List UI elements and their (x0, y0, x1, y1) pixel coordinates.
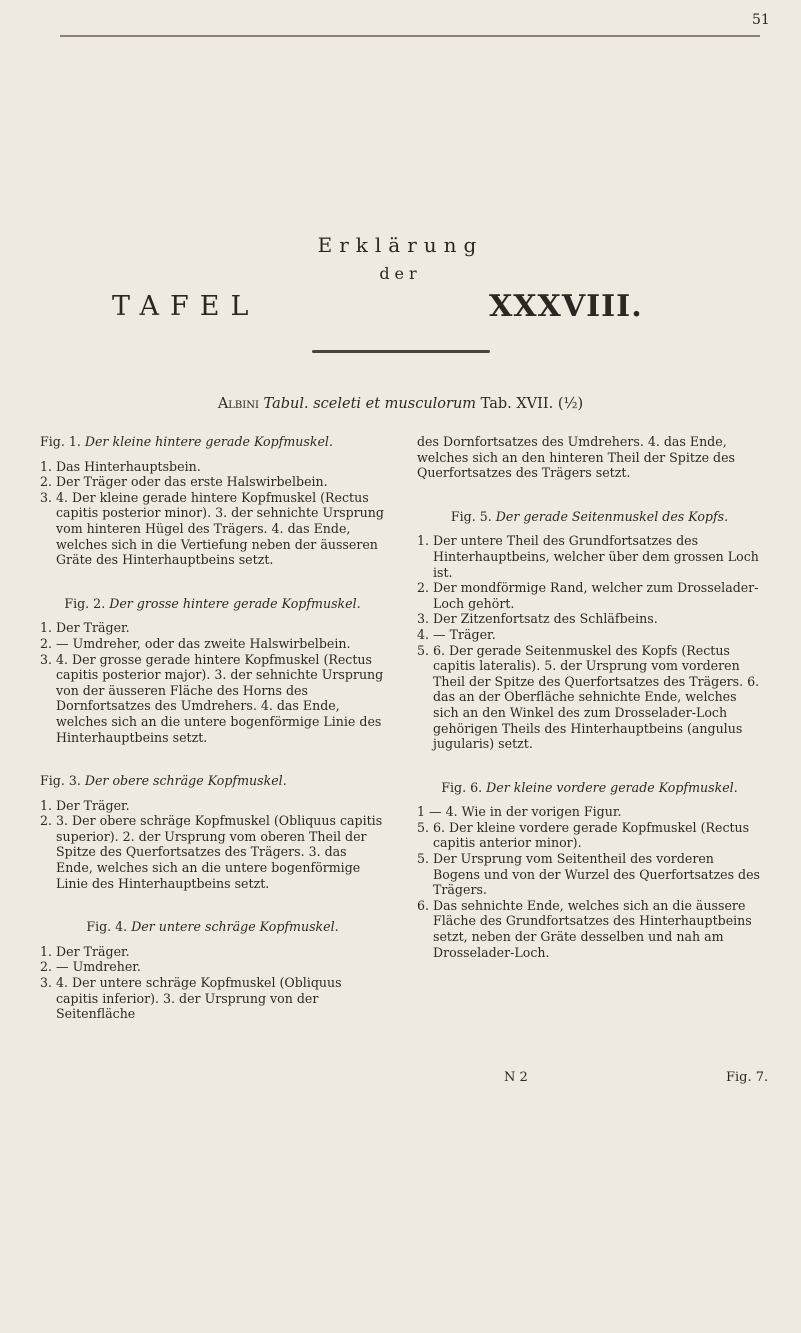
fig2-label: Fig. 2. (64, 595, 106, 611)
fig4-title: Der untere schräge Kopfmuskel. (131, 919, 339, 935)
title-plate-number: XXXVIII. (489, 289, 643, 324)
fig5-entry-1: 1. Der untere Theil des Grundfortsatzes des Hinterhauptbeins, welcher über dem grossen Loch ist. (417, 533, 759, 580)
fig1-title: Der kleine hintere gerade Kopfmuskel. (84, 434, 333, 449)
fig3-title: Der obere schräge Kopfmuskel. (84, 773, 287, 789)
fig6-entry-4: 6. Das sehnichte Ende, welches sich an die äussere Fläche des Grundfortsatzes des Hinterhauptbeins setzt, neben der Gräte desselben und nah am Drosselader-Loch. (417, 897, 752, 960)
fig1-heading (40, 434, 385, 450)
fig4-entry-3: 3. 4. Der untere schräge Kopfmuskel (Obliquus capitis inferior). 3. der Ursprung von der Seitenfläche (40, 975, 342, 1022)
source-tab: Tab. XVII. (½) (480, 396, 584, 412)
left-column (40, 434, 385, 1022)
title-erklaerung: Erklärung (317, 233, 484, 257)
title-tafel: TAFEL (112, 291, 260, 322)
ornamental-rule (312, 350, 490, 353)
fig5-label: Fig. 5. (450, 508, 492, 524)
fig1-entry-3: 3. 4. Der kleine gerade hintere Kopfmuskel (Rectus capitis posterior minor). 3. der sehnichte Ursprung vom hinteren Hügel des Trägers. 4. das Ende, welches sich in die Vertiefung neben der äusseren Gräte des Hinterhauptbeins setzt. (40, 489, 384, 568)
continuation-text: des Dornfortsatzes des Umdrehers. 4. das Ende, welches sich an den hinteren Theil der Spitze des Querfortsatzes des Trägers setzt. (417, 434, 736, 481)
fig5-entry-5: 5. 6. Der gerade Seitenmuskel des Kopfs (Rectus capitis lateralis). 5. der Ursprung vom vorderen Theil der Spitze des Querfortsatzes des Trägers. 6. das an der Oberfläche sehnichte Ende, welches sich an den Winkel des zum Drosselader-Loch gehörigen Theils des Hinterhauptbeins (angulus jugularis) setzt. (417, 642, 760, 752)
fig1-entry-2: 2. Der Träger oder das erste Halswirbelbein. (40, 474, 328, 490)
fig3-entry-1: 1. Der Träger. (40, 797, 130, 813)
fig3-entry-2: 2. 3. Der obere schräge Kopfmuskel (Obliquus capitis superior). 2. der Ursprung vom oberen Theil der Spitze des Querfortsatzes des Trägers. 3. das Ende, welches sich an die untere bogenförmige Linie des Hinterhauptbeins setzt. (40, 813, 383, 891)
fig4-entry-2: 2. — Umdreher. (40, 959, 141, 975)
fig6-entry-3: 5. Der Ursprung vom Seitentheil des vorderen Bogens und von der Wurzel des Querfortsatzes des Trägers. (417, 851, 761, 898)
fig3-label: Fig. 3. (40, 773, 81, 789)
fig6-entry-2: 5. 6. Der kleine vordere gerade Kopfmuskel (Rectus capitis anterior minor). (417, 819, 750, 851)
right-column (417, 434, 762, 960)
catchword: Fig. 7. (726, 1070, 769, 1085)
source-reference (0, 396, 801, 412)
fig5-heading (417, 509, 762, 525)
fig1-label: Fig. 1. (40, 434, 81, 449)
fig6-title: Der kleine vordere gerade Kopfmuskel. (486, 779, 738, 795)
fig2-heading (40, 596, 385, 612)
fig6-entry-1: 1 — 4. Wie in der vorigen Figur. (417, 804, 622, 820)
signature-mark: N 2 (504, 1070, 528, 1085)
title-der: der (379, 264, 422, 283)
fig2-entry-1: 1. Der Träger. (40, 620, 130, 636)
page-number: 51 (752, 12, 770, 28)
top-rule (60, 35, 760, 37)
fig2-entry-2: 2. — Umdreher, oder das zweite Halswirbelbein. (40, 635, 351, 651)
fig3-heading (40, 773, 385, 789)
fig4-heading (40, 919, 385, 935)
fig5-entry-3: 3. Der Zitzenfortsatz des Schläfbeins. (417, 611, 658, 627)
fig6-heading (417, 780, 762, 796)
source-work: Tabul. sceleti et musculorum (263, 396, 477, 412)
fig4-entry-1: 1. Der Träger. (40, 943, 130, 959)
fig1-entry-1: 1. Das Hinterhauptsbein. (40, 458, 201, 474)
fig5-entry-2: 2. Der mondförmige Rand, welcher zum Drosselader-Loch gehört. (417, 580, 759, 611)
source-author: Albini (217, 396, 259, 412)
fig6-label: Fig. 6. (441, 779, 483, 795)
fig5-entry-4: 4. — Träger. (417, 626, 496, 642)
fig4-label: Fig. 4. (86, 919, 128, 935)
fig5-title: Der gerade Seitenmuskel des Kopfs. (495, 508, 729, 524)
fig2-entry-3: 3. 4. Der grosse gerade hintere Kopfmuskel (Rectus capitis posterior major). 3. der sehnichte Ursprung von der äusseren Fläche des Horns des Dornfortsatzes des Umdrehers. 4. das Ende, welches sich an die untere bogenförmige Linie des Hinterhauptbeins setzt. (40, 651, 384, 745)
fig2-title: Der grosse hintere gerade Kopfmuskel. (109, 595, 361, 611)
